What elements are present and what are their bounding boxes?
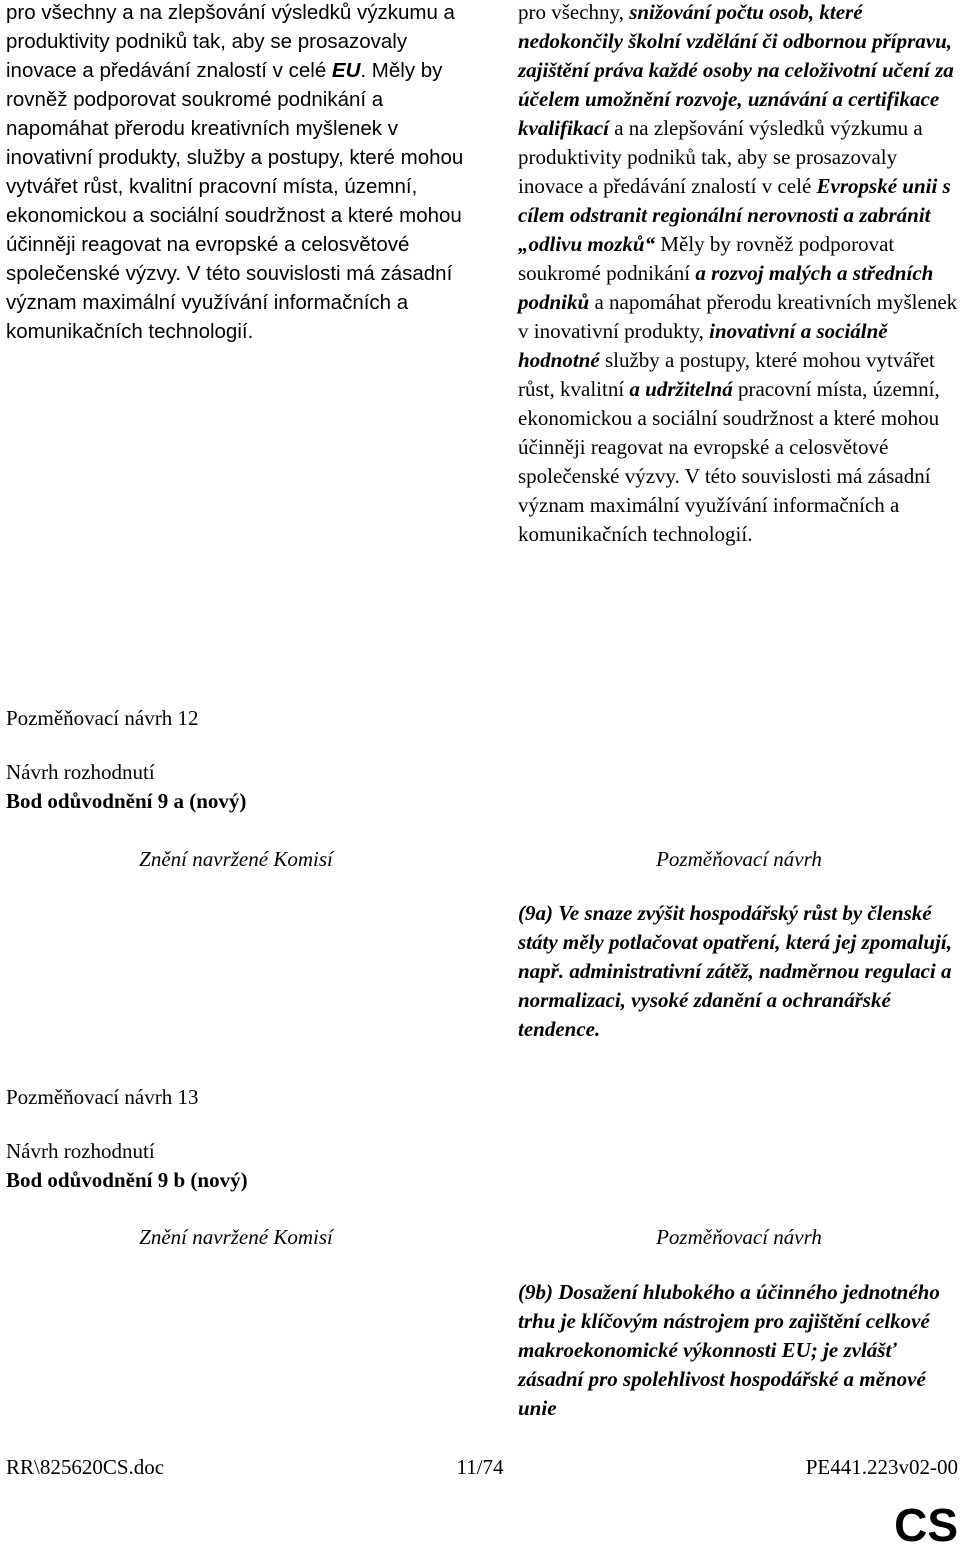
text-run: pro všechny a na zlepšování výsledků výzkumu a produktivity podniků tak, aby se prosazovaly inovace a předávání znalostí v celé	[6, 1, 455, 82]
left-column-text	[6, 0, 466, 346]
text-run: a napomáhat přerodu kreativních myšlenek v inovativní produkty,	[518, 290, 958, 343]
page-number: 11/74	[456, 1455, 504, 1479]
emphasized-text-run: inovativní a sociálně hodnotné	[518, 319, 888, 372]
emphasized-text-run: EU	[331, 59, 361, 82]
text-run: pro všechny,	[518, 0, 630, 24]
column-header-commission: Znění navržené Komisí	[139, 847, 333, 871]
amendment-reference: Bod odůvodnění 9 a (nový)	[6, 789, 247, 813]
right-column-text	[518, 0, 960, 549]
column-header-amendment: Pozměňovací návrh	[656, 847, 822, 871]
emphasized-text-run: a rozvoj malých a středních podniků	[518, 261, 934, 314]
pe-reference: PE441.223v02-00	[805, 1455, 958, 1479]
amendment-reference: Bod odůvodnění 9 b (nový)	[6, 1168, 248, 1192]
amendment-13-text: (9b) Dosažení hlubokého a účinného jednotného trhu je klíčovým nástrojem pro zajištění celkové makroekonomické výkonnosti EU; je zvlášť zásadní pro spolehlivost hospodářské a měnové unie	[518, 1280, 940, 1420]
text-run: služby a postupy, které mohou vytvářet růst, kvalitní	[518, 348, 935, 401]
amendment-subtitle: Návrh rozhodnutí	[6, 1139, 155, 1163]
amendment-subtitle: Návrh rozhodnutí	[6, 760, 155, 784]
amendment-title: Pozměňovací návrh 13	[6, 1085, 199, 1109]
text-run: pracovní místa, územní, ekonomickou a sociální soudržnost a které mohou účinněji reagovat na evropské a celosvětové společenské výzvy. V této souvislosti má zásadní význam maximální využívání informačních a komunikačních technologií.	[518, 377, 940, 546]
language-code: CS	[894, 1499, 958, 1551]
emphasized-text-run: snižování počtu osob, které nedokončily školní vzdělání či odbornou přípravu, zajištění práva každé osoby na celoživotní učení za účelem umožnění rozvoje, uznávání a certifikace kvalifikací	[518, 0, 954, 140]
emphasized-text-run: Evropské unii s cílem odstranit regionální nerovnosti a zabránit „odlivu mozků“	[518, 174, 951, 256]
text-run: a na zlepšování výsledků výzkumu a produktivity podniků tak, aby se prosazovaly inovace a předávání znalostí v celé	[518, 116, 923, 198]
amendment-13-heading	[6, 1083, 248, 1195]
amendment-12-heading	[6, 704, 246, 816]
amendment-title: Pozměňovací návrh 12	[6, 706, 199, 730]
amendment-12-text: (9a) Ve snaze zvýšit hospodářský růst by členské státy měly potlačovat opatření, která jej zpomalují, např. administrativní zátěž, nadměrnou regulaci a normalizaci, vysoké zdanění a ochranářské tendence.	[518, 901, 952, 1041]
text-run: Měly by rovněž podporovat soukromé podnikání	[518, 232, 895, 285]
document-reference: RR\825620CS.doc	[6, 1455, 165, 1479]
column-header-commission: Znění navržené Komisí	[139, 1225, 333, 1249]
page-footer	[0, 1452, 960, 1482]
column-header-amendment: Pozměňovací návrh	[656, 1225, 822, 1249]
text-run: . Měly by rovněž podporovat soukromé podnikání a napomáhat přerodu kreativních myšlenek v inovativní produkty, služby a postupy, které mohou vytvářet růst, kvalitní pracovní místa, územní, ekonomickou a sociální soudržnost a které mohou účinněji reagovat na evropské a celosvětové společenské výzvy. V této souvislosti má zásadní význam maximální využívání informačních a komunikačních technologií.	[6, 59, 464, 343]
emphasized-text-run: a udržitelná	[629, 377, 733, 401]
